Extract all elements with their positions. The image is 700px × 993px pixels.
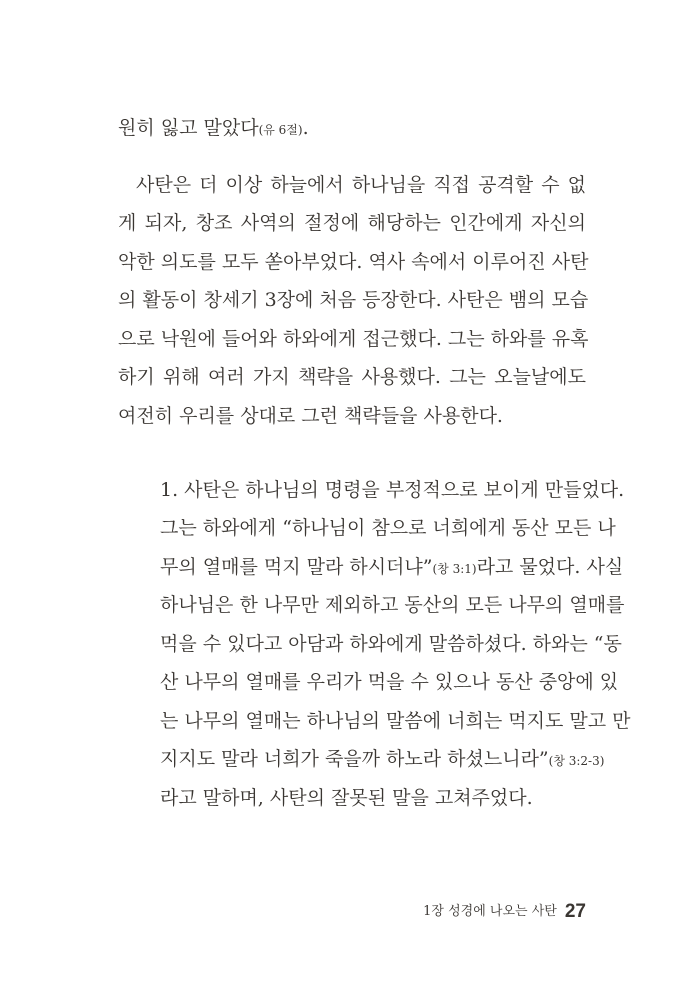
list-line: 라고 말하며, 사탄의 잘못된 말을 고쳐주었다. [160, 787, 533, 809]
list-line: 하나님은 한 나무만 제외하고 동산의 모든 나무의 열매를 [160, 594, 625, 616]
running-header-chapter: 1장 성경에 나오는 사탄 [423, 904, 557, 919]
paragraph-line: 사탄은 더 이상 하늘에서 하나님을 직접 공격할 수 없 [136, 174, 586, 196]
list-line: 그는 하와에게 “하나님이 참으로 너희에게 동산 모든 나 [160, 517, 616, 539]
list-line: 산 나무의 열매를 우리가 먹을 수 있으나 동산 중앙에 있 [160, 671, 619, 693]
list-text: 라고 물었다. 사실 [476, 556, 624, 578]
quote-text: 무의 열매를 먹지 말라 하시더냐” [160, 556, 433, 578]
list-line: 먹을 수 있다고 아담과 하와에게 말씀하셨다. 하와는 “동 [160, 633, 622, 655]
verse-reference: (창 3:1) [432, 562, 477, 576]
paragraph-line: 하기 위해 여러 가지 책략을 사용했다. 그는 오늘날에도 [118, 366, 586, 388]
paragraph-line: 악한 의도를 모두 쏟아부었다. 역사 속에서 이루어진 사탄 [118, 251, 589, 273]
page-number: 27 [564, 901, 586, 922]
list-line: 는 나무의 열매는 하나님의 말씀에 너희는 먹지도 말고 만 [160, 710, 631, 732]
paragraph-line: 의 활동이 창세기 3장에 처음 등장한다. 사탄은 뱀의 모습 [118, 289, 589, 311]
list-line: 1. 사탄은 하나님의 명령을 부정적으로 보이게 만들었다. [160, 479, 625, 501]
paragraph-end: . [302, 117, 309, 139]
paragraph-line: 게 되자, 창조 사역의 절정에 해당하는 인간에게 자신의 [118, 212, 586, 234]
paragraph-line: 으로 낙원에 들어와 하와에게 접근했다. 그는 하와를 유혹 [118, 328, 589, 350]
list-line [160, 747, 605, 773]
list-line [160, 555, 624, 581]
paragraph-text: 원히 잃고 말았다 [118, 117, 259, 139]
quote-text: 지지도 말라 너희가 죽을까 하노라 하셨느니라” [160, 748, 549, 770]
paragraph-line: 여전히 우리를 상대로 그런 책략들을 사용한다. [118, 405, 503, 427]
paragraph-continuation [118, 116, 586, 142]
verse-reference: (유 6절) [258, 123, 303, 137]
verse-reference: (창 3:2-3) [548, 754, 605, 768]
page-footer [423, 900, 586, 923]
